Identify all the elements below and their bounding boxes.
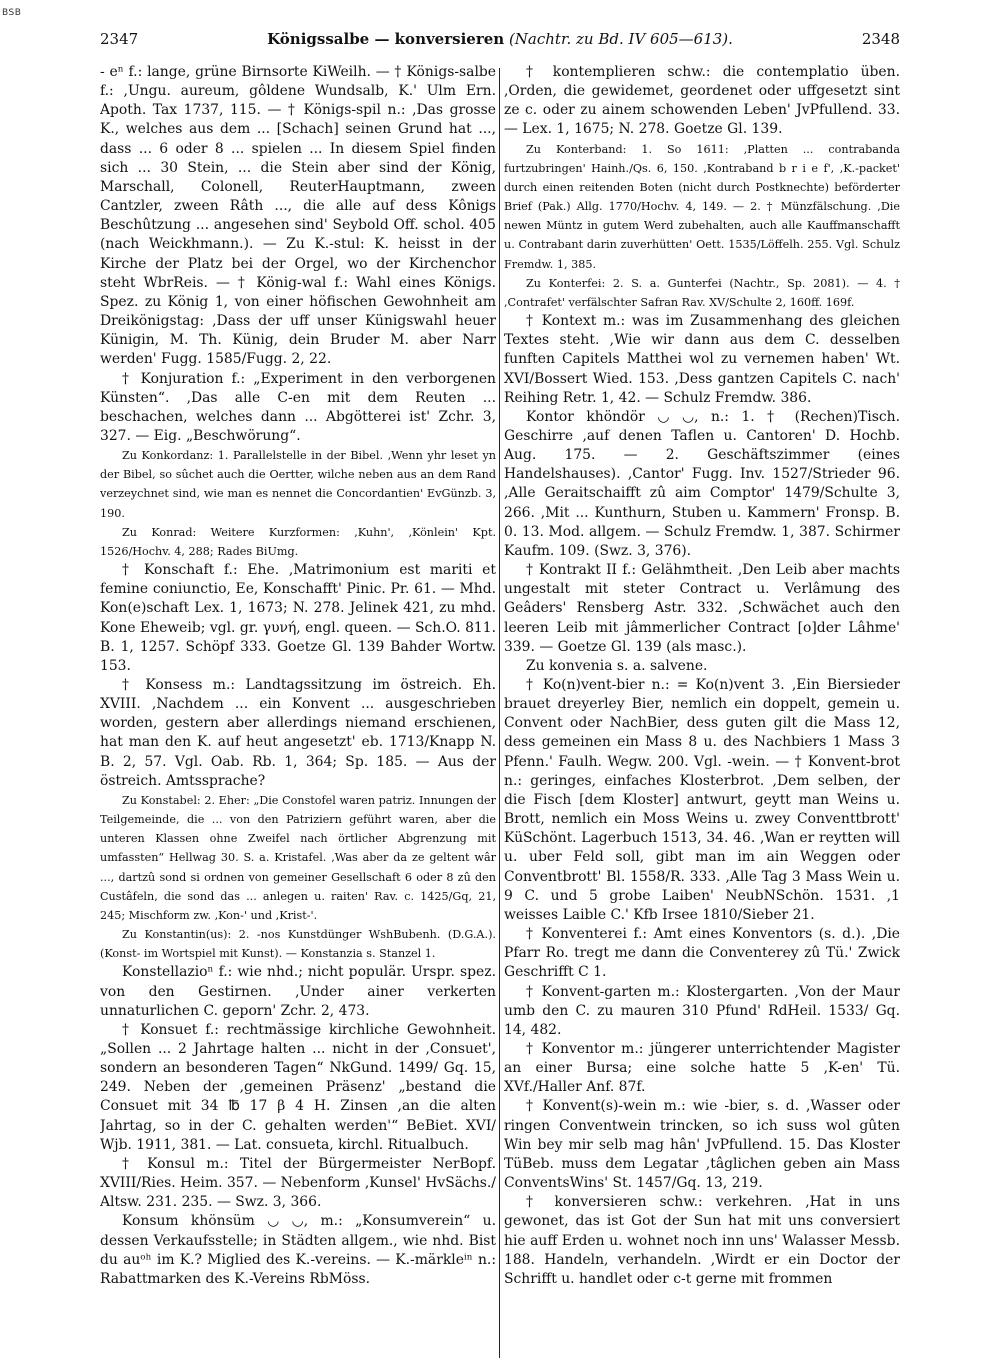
column-divider xyxy=(499,68,500,1358)
dictionary-entry: † Kontrakt II f.: Gelähmtheit. ,Den Leib aber machts ungestalt mit steter Contract u. Verlâmung des Geâders' Rensberg Astr. 332. ,Schwächet auch den leeren Leib mit jâmmerlicher Contract [o]der Lâhme' 339. — Goetze Gl. 139 (als masc.). xyxy=(504,562,900,655)
dictionary-entry: Zu Konkordanz: 1. Parallelstelle in der Bibel. ,Wenn yhr leset yn der Bibel, so sûchet auch die Oertter, wilche neben aus an dem Rand verzeychnet sind, wie man es nennet die Concordantien' EvGünzb. 3, 190. xyxy=(100,449,496,520)
dictionary-entry: Konsum khönsüm ◡ ◡, m.: „Konsumverein“ u. dessen Verkaufsstelle; in Städten allgem., wie nhd. Bist du auᵒʰ im K.? Miglied des K.-vereins. — K.-märkleⁱⁿ n.: Rabattmarken des K.-Vereins RbMöss. xyxy=(100,1213,496,1287)
dictionary-entry: † Konsuet f.: rechtmässige kirchliche Gewohnheit. „Sollen ... 2 Jahrtage halten ... nicht in der ,Consuet', sondern an besonderen Tagen“ NkGund. 1499/ Gq. 15, 249. Neben der ,gemeinen Präsenz' „bestand die Consuet mit 34 ℔ 17 β 4 H. Zinsen ,an die alten Jahrtag, so in der C. gehalten werden'“ BeBiet. XVI/ Wjb. 1911, 381. — Lat. consueta, kirchl. Ritualbuch. xyxy=(100,1021,496,1153)
dictionary-entry: † konversieren schw.: verkehren. ,Hat in uns gewonet, das ist Got der Sun hat mit uns conversiert hie auff Erden u. wohnet noch inn uns' Walasser Messb. 188. Handeln, verhandeln. ,Wirdt er ein Doctor der Schrifft u. handlet oder c-t gerne mit frommen xyxy=(504,1194,900,1287)
dictionary-entry: † Konventerei f.: Amt eines Konventors (s. d.). ,Die Pfarr Ro. tregt me dann die Conventerey zû Tü.' Zwick Geschrifft C 1. xyxy=(504,926,900,981)
page-number-left: 2347 xyxy=(100,30,139,48)
dictionary-entry: † Konvent-garten m.: Klostergarten. ,Von der Maur umb den C. zu mauren 310 Pfund' RdHeil. 1533/ Gq. 14, 482. xyxy=(504,983,900,1038)
dictionary-entry: Zu Konrad: Weitere Kurzformen: ,Kuhn', ,Könlein' Kpt. 1526/Hochv. 4, 288; Rades BiUmg. xyxy=(100,525,496,558)
dictionary-entry: Zu Konterband: 1. So 1611: ,Platten ... contrabanda furtzubringen' Hainh./Qs. 6, 150. ,Kontraband b r i e f', ,K.-packet' durch einen reitenden Boten (nicht durch Postknechte) beförderter Brief (Pak.) Allg. 1770/Hochv. 4, 149. — 2. † Münzfälschung. ,Die newen Müntz in gutem Werd zubehalten, auch alle Kauffmanschafft u. Contrabant darin zuverhütten' Oett. 1535/Löffelh. 255. Vgl. Schulz Fremdw. 1, 385. xyxy=(504,142,900,271)
dictionary-entry: Zu Konstantin(us): 2. -nos Kunstdünger WshBubenh. (D.G.A.). (Konst- im Wortspiel mit Kunst). — Konstanzia s. Stanzel 1. xyxy=(100,928,496,961)
right-column xyxy=(504,63,900,1358)
dictionary-entry: † Konventor m.: jüngerer unterrichtender Magister an einer Bursa; eine solche hatte 5 ,K-en' Tü. XVf./Haller Anf. 87f. xyxy=(504,1040,900,1096)
running-title-main: Königssalbe — konversieren xyxy=(267,30,505,48)
dictionary-entry: † Konvent(s)-wein m.: wie -bier, s. d. ,Wasser oder ringen Conventwein trincken, so ich suss wol gûten Win bey mir selb mag hân' JvPfullend. 15. Das Kloster TüBeb. muss dem Legatar ,tâglichen geben ain Mass ConventsWins' St. 1457/Gq. 13, 219. xyxy=(504,1098,900,1192)
page-header xyxy=(100,30,900,52)
dictionary-entry: † kontemplieren schw.: die contemplatio üben. ,Orden, die gewidemet, geordenet oder uffgesetzt sint ze c. oder zu ainem schowenden Leben' JvPfullend. 33. — Lex. 1, 1675; N. 278. Goetze Gl. 139. xyxy=(504,64,900,138)
dictionary-entry: Kontor khöndör ◡ ◡, n.: 1. † (Rechen)Tisch. Geschirre ,auf denen Taflen u. Cantoren' D. Hochb. Aug. 175. — 2. Geschäftszimmer (eines Handelshauses). ,Cantor' Fugg. Inv. 1527/Strieder 96. ,Alle Geraitschaifft zû aim Comptor' 1479/Schulte 3, 266. ,Mit ... Kunthurn, Stuben u. Kammern' Fronsp. B. 0. 13. Mod. allgem. — Schulz Fremdw. 1, 387. Schirmer Kaufm. 109. (Swz. 3, 376). xyxy=(504,408,900,559)
dictionary-entry: † Kontext m.: was im Zusammenhang des gleichen Textes steht. ,Wie wir dann aus dem C. desselben funften Capitels Matthei wol zu vernemen haben' Wt. XVI/Bossert Wied. 153. ,Dess gantzen Capitels C. nach' Reihing Retr. 1, 42. — Schulz Fremdw. 386. xyxy=(504,313,900,406)
dictionary-entry: - eⁿ f.: lange, grüne Birnsorte KiWeilh. — † Königs-salbe f.: ,Ungu. aureum, gôldene Wundsalb, K.' Ulm Ern. Apoth. Tax 1737, 115. — † Königs-spil n.: ,Das grosse K., welches aus dem ... [Schach] seinen Grund hat ..., dass ... 6 oder 8 ... spielen ... In diesem Spiel finden sich ... 30 Stein, ... die Stein aber sind der König, Marschall, Colonell, ReuterHauptmann, zween Cantzler, zween Râth ..., die alle auf dess Kônigs Beschûtzung ... angesehen sind' Seybold Off. schol. 405 (nach Weickhmann.). — Zu K.-stul: K. heisst in der Kirche der Platz bei der Orgel, wo der Kirchenchor steht WbrReis. — † König-wal f.: Wahl eines Königs. Spez. zu König 1, von einer höfischen Gewohnheit am Dreikönigstag: ,Dass der uff unser Künigswahl heuer Künigin, M. Th. Künig, dein Bruder M. aber Narr werden' Fugg. 1585/Fugg. 2, 22. xyxy=(100,64,496,368)
dictionary-entry: Zu Konstabel: 2. Eher: „Die Constofel waren patriz. Innungen der Teilgemeinde, die ... von den Patriziern geführt waren, aber die unteren Klassen ohne Zweifel nach örtlicher Abgrenzung mit umfassten“ Hellwag 30. S. a. Kristafel. ,Was aber da ze geltent wâr ..., dartzû sond si ordnen von gemeiner Gesellschaft 6 oder 8 zû den Custâfeln, die sond das ... anlegen u. raiten' Rav. c. 1425/Gq, 21, 245; Mischform zw. ,Kon-' und ,Krist-'. xyxy=(100,793,496,922)
dictionary-entry: Zu Konterfei: 2. S. a. Gunterfei (Nachtr., Sp. 2081). — 4. † ,Contrafet' verfälschter Safran Rav. XV/Schulte 2, 160ff. 169f. xyxy=(504,276,900,309)
running-title-note: (Nachtr. zu Bd. IV 605—613). xyxy=(508,30,733,48)
dictionary-entry: † Konsess m.: Landtagssitzung im östreich. Eh. XVIII. ,Nachdem ... ein Konvent ... ausgeschrieben worden, gestern aber allerdings niemand erschienen, hat man den K. auf heut angesetzt' eb. 1713/Knapp N. B. 2, 57. Vgl. Oab. Rb. 1, 364; Sp. 185. — Aus der östreich. Amtssprache? xyxy=(100,677,496,789)
running-title xyxy=(100,30,900,48)
dictionary-entry: Konstellazioⁿ f.: wie nhd.; nicht populär. Urspr. spez. von den Gestirnen. ,Under ainer verkerten unnaturlichen C. geporn' Zchr. 2, 473. xyxy=(100,964,496,1019)
dictionary-entry: † Ko(n)vent-bier n.: = Ko(n)vent 3. ,Ein Biersieder brauet dreyerley Bier, nemlich ein doppelt, gemein u. Convent oder NachBier, dess guten gilt die Mass 12, dess gemeinen ein Mass 8 u. des Nachbiers 1 Mass 3 Pfenn.' Faulh. Wegw. 200. Vgl. -wein. — † Konvent-brot n.: geringes, einfaches Klosterbrot. ,Dem selben, der die Fisch [dem Kloster] antwurt, geytt man Weins u. Brott, nemlich ein Moss Weins u. zwey Conventtbrott' KüSchönt. Lagerbuch 1513, 34. 46. ,Wan er reytten will u. uber Feld soll, gibt man im ain Weggen oder Conventbrott' Bl. 1558/R. 333. ,Alle Tag 3 Mass Wein u. 9 C. und 5 grobe Laiben' NeubNSchön. 1531. ,1 weisses Laible C.' Kfb Irsee 1810/Sieber 21. xyxy=(504,677,900,923)
page-number-right: 2348 xyxy=(861,30,900,48)
library-stamp: BSB xyxy=(2,8,22,18)
dictionary-entry: † Konsul m.: Titel der Bürgermeister NerBopf. XVIII/Ries. Heim. 357. — Nebenform ,Kunsel' HvSächs./ Altsw. 231. 235. — Swz. 3, 366. xyxy=(100,1155,496,1211)
dictionary-entry: Zu konvenia s. a. salvene. xyxy=(526,657,708,674)
left-column xyxy=(100,63,496,1358)
dictionary-entry: † Konschaft f.: Ehe. ,Matrimonium est mariti et femine coniunctio, Ee, Konschafft' Pinic. Pr. 61. — Mhd. Kon(e)schaft Lex. 1, 1673; N. 278. Jelinek 421, zu mhd. Kone Eheweib; vgl. gr. γυνή, engl. queen. — Sch.O. 811. B. 1, 1257. Schöpf 333. Goetze Gl. 139 Bahder Wortw. 153. xyxy=(100,562,496,674)
dictionary-entry: † Konjuration f.: „Experiment in den verborgenen Künsten“. ,Das alle C-en mit dem Reuten ... beschachen, welches dann ... Abgötterei ist' Zchr. 3, 327. — Eig. „Beschwörung“. xyxy=(100,370,496,444)
